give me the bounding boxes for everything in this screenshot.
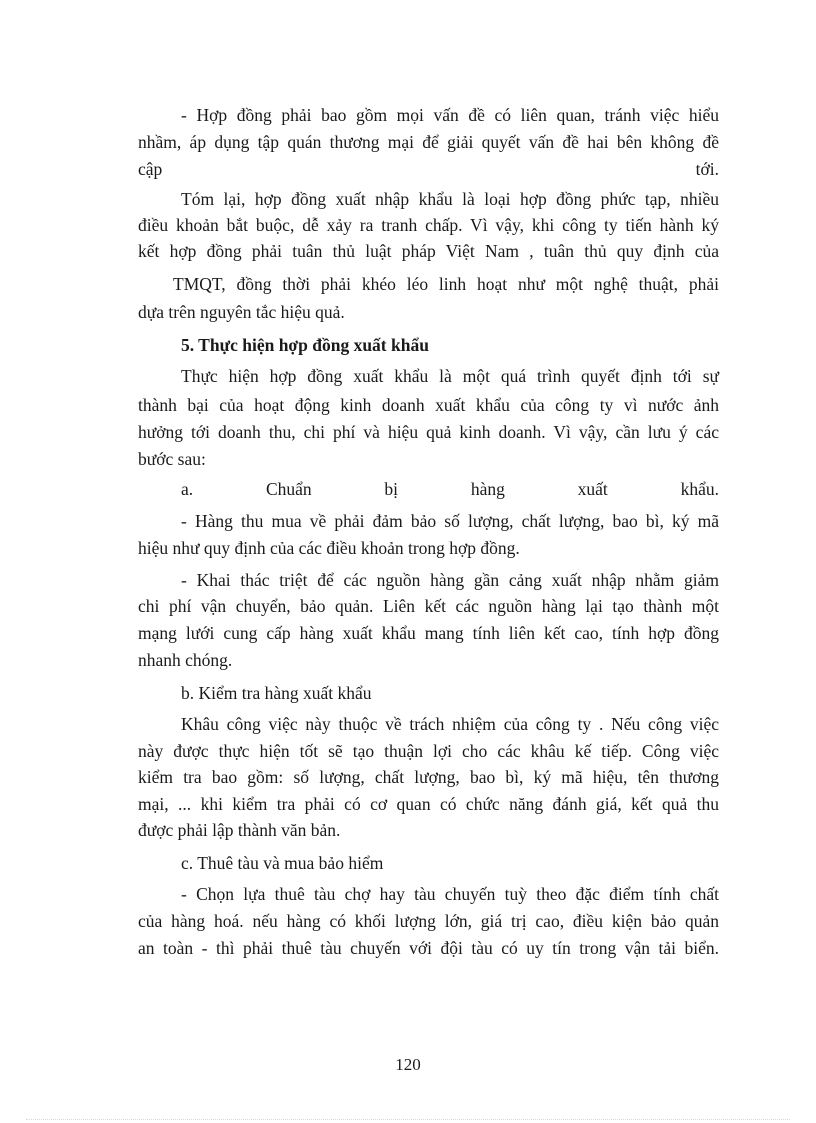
- word: bị: [384, 479, 399, 499]
- text-line: hiệu như quy định của các điều khoản trong hợp đồng.: [138, 538, 520, 558]
- subheading-a: [181, 478, 719, 500]
- text-line: an toàn - thì phải thuê tàu chuyến với đội tàu có uy tín trong vận tải biển.: [138, 938, 719, 958]
- text-line: hưởng tới doanh thu, chi phí và hiệu quả kinh doanh. Vì vậy, cần lưu ý các: [138, 422, 719, 442]
- text-line: Thực hiện hợp đồng xuất khẩu là một quá trình quyết định tới sự: [181, 366, 719, 386]
- text-line: - Hàng thu mua về phải đảm bảo số lượng, chất lượng, bao bì, ký mã: [181, 511, 719, 531]
- text-line: nhanh chóng.: [138, 650, 233, 670]
- text-line: - Khai thác triệt để các nguồn hàng gần cảng xuất nhập nhằm giảm: [181, 570, 719, 590]
- word: Chuẩn: [265, 479, 312, 499]
- text-line: điều khoản bắt buộc, dễ xảy ra tranh chấp. Vì vậy, khi công ty tiến hành ký: [138, 215, 719, 235]
- text-line: Tóm lại, hợp đồng xuất nhập khẩu là loại hợp đồng phức tạp, nhiều: [181, 189, 719, 209]
- text-line: này được thực hiện tốt sẽ tạo thuận lợi cho các khâu kế tiếp. Công việc: [138, 741, 719, 761]
- text-line: Khâu công việc này thuộc về trách nhiệm của công ty . Nếu công việc: [181, 714, 719, 734]
- text-line: mạng lưới cung cấp hàng xuất khẩu mang tính liên kết cao, tính hợp đồng: [138, 623, 719, 643]
- text-fragment: tới.: [695, 159, 719, 179]
- word: khẩu.: [680, 479, 719, 499]
- text-line: chi phí vận chuyển, bảo quản. Liên kết các nguồn hàng lại tạo thành một: [138, 596, 719, 616]
- text-line: dựa trên nguyên tắc hiệu quả.: [138, 302, 345, 322]
- page-bottom-divider: [26, 1119, 790, 1120]
- text-line: thành bại của hoạt động kinh doanh xuất khẩu của công ty vì nước ảnh: [138, 395, 719, 415]
- text-line: [138, 158, 719, 180]
- text-line: được phải lập thành văn bản.: [138, 820, 341, 840]
- subheading-b: b. Kiểm tra hàng xuất khẩu: [181, 683, 372, 703]
- text-line: bước sau:: [138, 449, 206, 469]
- text-line: kết hợp đồng phải tuân thủ luật pháp Việt Nam , tuân thủ quy định của: [138, 241, 719, 261]
- word: a.: [181, 479, 194, 499]
- text-line: mại, ... khi kiểm tra phải có cơ quan có chức năng đánh giá, kết quả thu: [138, 794, 719, 814]
- text-line: - Hợp đồng phải bao gồm mọi vấn đề có liên quan, tránh việc hiểu: [181, 105, 719, 125]
- word: hàng: [470, 479, 505, 499]
- text-line: - Chọn lựa thuê tàu chợ hay tàu chuyến tuỳ theo đặc điểm tính chất: [181, 884, 719, 904]
- subheading-c: c. Thuê tàu và mua bảo hiểm: [181, 853, 384, 873]
- text-line: kiểm tra bao gồm: số lượng, chất lượng, bao bì, ký mã hiệu, tên thương: [138, 767, 719, 787]
- text-line: của hàng hoá. nếu hàng có khối lượng lớn, giá trị cao, điều kiện bảo quản: [138, 911, 719, 931]
- page-number: 120: [395, 1055, 421, 1074]
- text-fragment: cập: [138, 159, 163, 179]
- section-heading: 5. Thực hiện hợp đồng xuất khẩu: [181, 335, 429, 355]
- word: xuất: [577, 479, 608, 499]
- text-line: TMQT, đồng thời phải khéo léo linh hoạt như một nghệ thuật, phải: [173, 274, 719, 294]
- text-line: nhầm, áp dụng tập quán thương mại để giải quyết vấn đề hai bên không đề: [138, 132, 719, 152]
